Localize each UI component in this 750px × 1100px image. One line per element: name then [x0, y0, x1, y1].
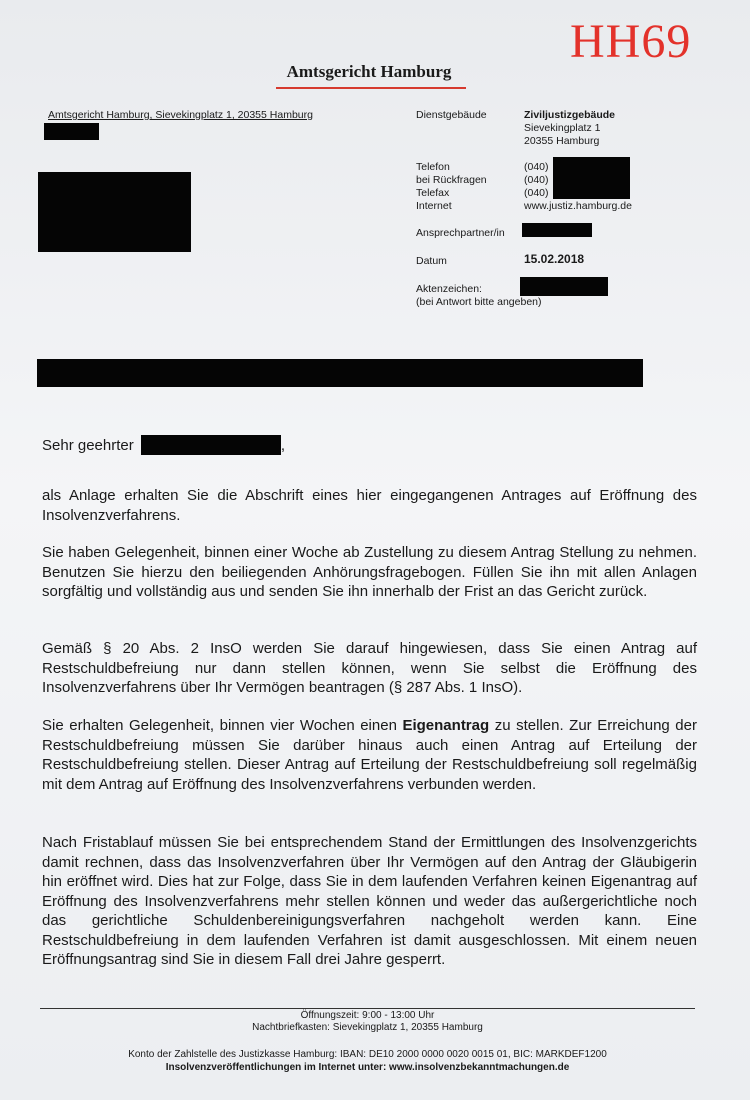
redaction-bar: [44, 123, 99, 140]
dienstgebaeude-city: 20355 Hamburg: [524, 135, 600, 147]
court-title-underline: [276, 87, 466, 89]
footer-mailbox: Nachtbriefkasten: Sievekingplatz 1, 20355 Hamburg: [252, 1022, 483, 1033]
telefon-label: Telefon: [416, 161, 450, 173]
paragraph-2: Sie haben Gelegenheit, binnen einer Woche ab Zustellung zu diesem Antrag Stellung zu nehmen. Benutzen Sie hierzu den beiliegenden Anhörungsfragebogen. Füllen Sie ihn mit allen Anlagen sorgfältig und vollständig aus und senden Sie ihn innerhalb der Frist an das Gericht zurück.: [42, 544, 697, 600]
recipient-address-redaction: [38, 172, 191, 252]
datum-value: 15.02.2018: [524, 252, 585, 266]
paragraph-4-rest: zu stellen. Zur Erreichung der Restschuldbefreiung müssen Sie darüber hinaus auch einen Antrag auf Erteilung der Restschuldbefreiung stellen. Dieser Antrag auf Erteilung der Restschuldbefreiung soll regelmäßig mit dem Antrag auf Eröffnung des Insolvenzverfahrens verbunden werden.: [42, 717, 697, 793]
footer-divider: [40, 1008, 695, 1009]
subject-line-redaction: [37, 359, 643, 387]
footer-opening-hours: Öffnungszeit: 9:00 - 13:00 Uhr: [300, 1010, 435, 1021]
paragraph-4: [42, 716, 697, 794]
footer-publications: Insolvenzveröffentlichungen im Internet unter: www.insolvenzbekanntmachungen.de: [165, 1062, 570, 1073]
paragraph-5: Nach Fristablauf müssen Sie bei entsprechendem Stand der Ermittlungen des Insolvenzgerichts damit rechnen, dass das Insolvenzverfahren über Ihr Vermögen auf den Antrag der Gläubigerin hin eröffnet wird. Dies hat zur Folge, dass Sie in dem laufenden Verfahren keinen Eigenantrag auf Eröffnung des Insolvenzverfahrens mehr stellen können und weder das außergerichtliche noch das gerichtliche Schuldenbereinigungsverfahren nachgeholt werden kann. Eine Restschuldbefreiung in dem laufenden Verfahren ist damit ausgeschlossen. Mit einem neuen Eröffnungsantrag sind Sie in diesem Fall drei Jahre gesperrt.: [42, 834, 697, 968]
telefon-prefix: (040): [524, 161, 549, 173]
dienstgebaeude-name: Ziviljustizgebäude: [524, 109, 616, 121]
ansprechpartner-label: Ansprechpartner/in: [416, 227, 505, 239]
court-title: Amtsgericht Hamburg: [286, 62, 452, 81]
paragraph-1: als Anlage erhalten Sie die Abschrift eines hier eingegangenen Antrages auf Eröffnung des Insolvenzverfahrens.: [42, 487, 697, 524]
internet-value: www.justiz.hamburg.de: [524, 200, 632, 212]
telefax-prefix: (040): [524, 187, 549, 199]
telefax-label: Telefax: [416, 187, 450, 199]
aktenzeichen-note: (bei Antwort bitte angeben): [416, 296, 542, 308]
sender-address-line: Amtsgericht Hamburg, Sievekingplatz 1, 20355 Hamburg: [48, 109, 313, 121]
eigenantrag-emphasis: Eigenantrag: [402, 717, 490, 734]
internet-label: Internet: [416, 200, 452, 212]
phone-numbers-redaction: [553, 157, 630, 199]
paragraph-4-intro: Sie erhalten Gelegenheit, binnen vier Wochen einen: [42, 717, 403, 734]
datum-label: Datum: [416, 255, 447, 267]
salutation: [42, 435, 285, 455]
handwritten-stamp: HH69: [570, 15, 692, 68]
recipient-name-redaction: [141, 435, 281, 455]
dienstgebaeude-label: Dienstgebäude: [416, 109, 487, 121]
rueckfragen-prefix: (040): [524, 174, 549, 186]
rueckfragen-label: bei Rückfragen: [416, 174, 487, 186]
dienstgebaeude-street: Sievekingplatz 1: [524, 122, 601, 134]
aktenzeichen-redaction: [520, 277, 608, 296]
salutation-text: Sehr geehrter: [42, 437, 134, 454]
salutation-comma: ,: [280, 437, 286, 454]
contact-person-redaction: [522, 223, 592, 237]
aktenzeichen-label: Aktenzeichen:: [416, 283, 482, 295]
footer-bank-details: Konto der Zahlstelle des Justizkasse Hamburg: IBAN: DE10 2000 0000 0020 0015 01, BIC: MARKDEF1200: [128, 1049, 607, 1060]
paragraph-3: Gemäß § 20 Abs. 2 InsO werden Sie darauf hingewiesen, dass Sie einen Antrag auf Restschuldbefreiung nur dann stellen können, wenn Sie selbst die Eröffnung des Insolvenzverfahrens über Ihr Vermögen beantragen (§ 287 Abs. 1 InsO).: [42, 640, 697, 696]
